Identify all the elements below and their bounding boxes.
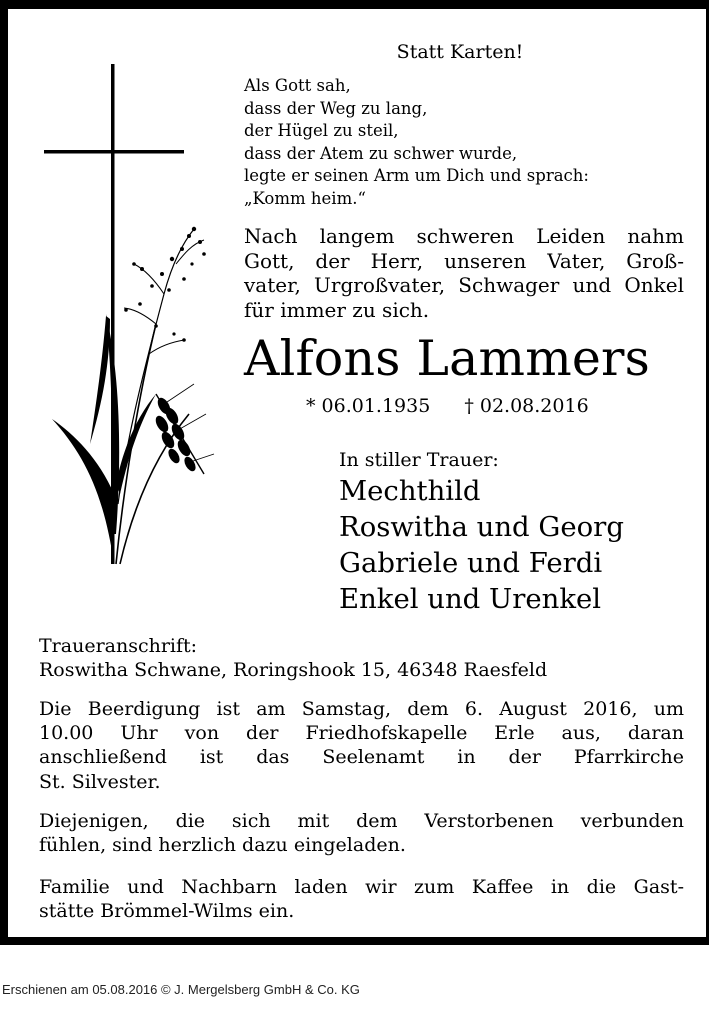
- death-date: † 02.08.2016: [464, 395, 589, 417]
- funeral-line: St. Silvester.: [39, 770, 161, 793]
- announcement-line: für immer zu sich.: [244, 297, 430, 322]
- family-note-line: Familie und Nachbarn laden wir zum Kaffee in die Gast-: [39, 876, 684, 898]
- announcement-line: Nach langem schweren Leiden nahm: [244, 224, 684, 248]
- life-dates: [306, 395, 589, 417]
- poem: [244, 75, 589, 210]
- address-line: Roswitha Schwane, Roringshook 15, 46348 Raesfeld: [39, 659, 548, 682]
- poem-line: dass der Atem zu schwer wurde,: [244, 143, 518, 163]
- poem-line: „Komm heim.“: [244, 188, 366, 208]
- address-label: Traueranschrift:: [39, 635, 198, 657]
- poem-line: der Hügel zu steil,: [244, 121, 399, 140]
- birth-date: * 06.01.1935: [306, 395, 431, 417]
- mourner: Mechthild: [339, 475, 481, 507]
- poem-line: Als Gott sah,: [244, 76, 351, 95]
- family-note-line: stätte Brömmel-Wilms ein.: [39, 900, 295, 923]
- mourners-list: [339, 473, 624, 617]
- mourner: Enkel und Urenkel: [339, 583, 602, 615]
- poem-line: dass der Weg zu lang,: [244, 98, 428, 118]
- invitation-line: fühlen, sind herzlich dazu eingeladen.: [39, 834, 406, 857]
- mourner: Gabriele und Ferdi: [339, 547, 603, 579]
- funeral-line: anschließend ist das Seelenamt in der Pfarrkirche: [39, 746, 684, 769]
- invitation-line: Diejenigen, die sich mit dem Verstorbenen verbunden: [39, 810, 684, 832]
- header-statt-karten: Statt Karten!: [396, 41, 524, 63]
- announcement-line: vater, Urgroßvater, Schwager und Onkel: [244, 273, 684, 298]
- poem-line: legte er seinen Arm um Dich und sprach:: [244, 166, 589, 185]
- cross-with-grain-icon: [44, 64, 220, 574]
- funeral-line: Die Beerdigung ist am Samstag, dem 6. August 2016, um: [39, 698, 684, 720]
- mourner: Roswitha und Georg: [339, 511, 624, 543]
- publication-footer: Erschienen am 05.08.2016 © J. Mergelsberg GmbH & Co. KG: [2, 982, 360, 997]
- family-note: [39, 875, 684, 923]
- death-announcement: [244, 224, 684, 322]
- mourning-title: In stiller Trauer:: [339, 449, 499, 471]
- funeral-details: [39, 697, 684, 794]
- announcement-line: Gott, der Herr, unseren Vater, Groß-: [244, 248, 684, 273]
- mourning-address: [39, 634, 684, 682]
- deceased-name: Alfons Lammers: [244, 330, 651, 387]
- funeral-line: 10.00 Uhr von der Friedhofskapelle Erle aus, daran: [39, 722, 684, 745]
- invitation-text: [39, 809, 684, 857]
